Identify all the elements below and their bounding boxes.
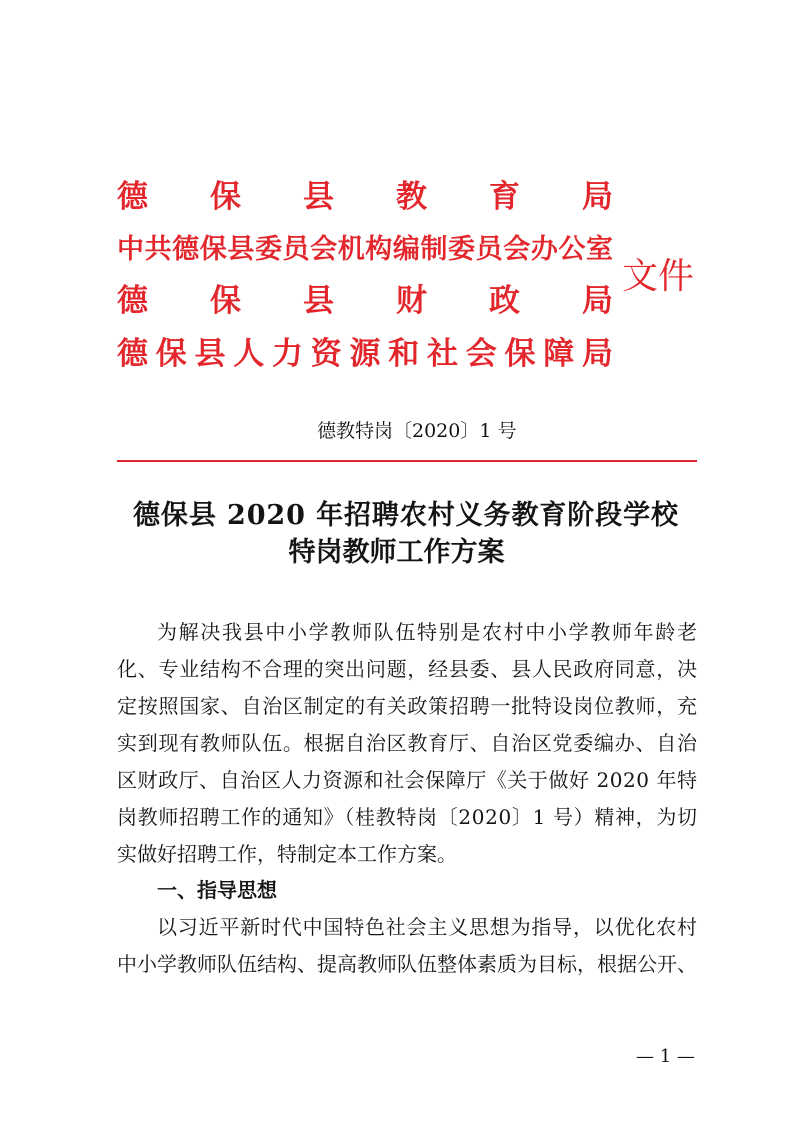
body-line: 岗教师招聘工作的通知》（桂教特岗〔2020〕1 号）精神，为切 [117, 805, 698, 829]
issuer-education-bureau: 德保县教育局 [117, 179, 675, 215]
body-line: 实做好招聘工作，特制定本工作方案。 [117, 842, 457, 866]
body-line: 为解决我县中小学教师队伍特别是农村中小学教师年龄老 [157, 620, 699, 644]
body-line: 区财政厅、自治区人力资源和社会保障厅《关于做好 2020 年特 [117, 768, 698, 792]
issuer-hr-social-security-bureau: 德保县人力资源和社会保障局 [117, 336, 621, 372]
section-heading: 一、指导思想 [157, 878, 277, 902]
issuer-staffing-office: 中共德保县委员会机构编制委员会办公室 [117, 234, 614, 265]
document-title-line-1: 德保县 2020 年招聘农村义务教育阶段学校 [133, 500, 679, 531]
body-line: 中小学教师队伍结构、提高教师队伍整体素质为目标，根据公开、 [117, 952, 697, 976]
header-divider [117, 460, 697, 462]
body-line: 以习近平新时代中国特色社会主义思想为指导，以优化农村 [157, 915, 698, 939]
body-line: 定按照国家、自治区制定的有关政策招聘一批特设岗位教师，充 [117, 694, 698, 718]
body-line: 化、专业结构不合理的突出问题，经县委、县人民政府同意，决 [117, 657, 698, 681]
document-number: 德教特岗〔2020〕1 号 [317, 420, 517, 442]
page-number: — 1 — [636, 1046, 695, 1067]
issuer-finance-bureau: 德保县财政局 [117, 283, 675, 319]
document-type-label: 文件 [622, 256, 695, 297]
document-title-line-2: 特岗教师工作方案 [288, 537, 505, 568]
body-line: 实到现有教师队伍。根据自治区教育厅、自治区党委编办、自治 [117, 731, 698, 755]
